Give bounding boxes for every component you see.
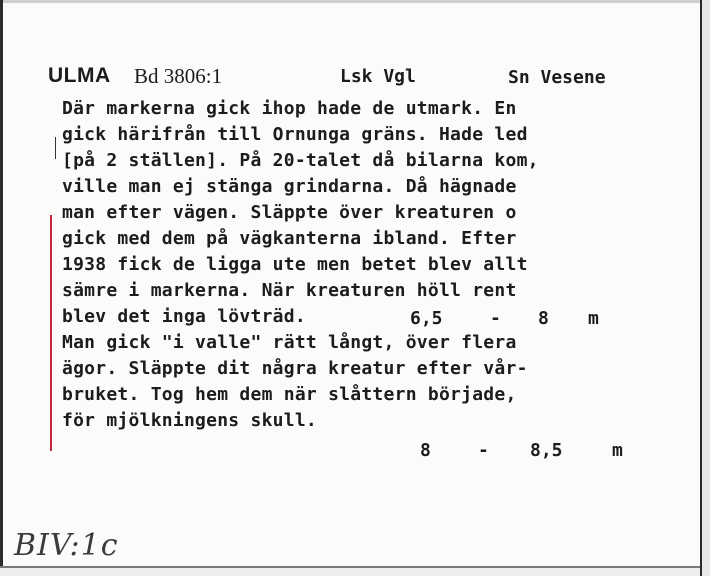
text-line-4: ville man ej stänga grindarna. Då hägnade — [62, 176, 517, 197]
text-line-13: för mjölkningens skull. — [62, 410, 317, 431]
margin-tick-mark — [55, 137, 56, 159]
socken-label: Sn Vesene — [508, 67, 606, 88]
text-line-7: 1938 fick de ligga ute men betet blev allt — [62, 254, 528, 275]
archive-name: ULMA — [48, 64, 111, 87]
text-line-1: Där markerna gick ihop hade de utmark. En — [62, 98, 517, 119]
card-bottom-edge — [0, 566, 700, 576]
measure-2-from: 8 — [420, 440, 431, 461]
measure-1-dash: - — [490, 308, 501, 329]
margin-red-line — [50, 215, 52, 451]
measure-1-to: 8 — [538, 308, 549, 329]
handwritten-shelf-mark: BIV:1c — [14, 528, 119, 563]
card-top-edge — [0, 0, 710, 3]
measure-2-dash: - — [478, 440, 489, 461]
text-line-2: gick härifrån till Ornunga gräns. Hade led — [62, 124, 528, 145]
measure-2-to: 8,5 — [530, 440, 563, 461]
measure-2-unit: m — [612, 440, 623, 461]
text-line-8: sämre i markerna. När kreaturen höll rent — [62, 280, 517, 301]
record-number: Bd 3806:1 — [134, 64, 223, 88]
landskap-label: Lsk Vgl — [340, 66, 416, 87]
text-line-10: Man gick "i valle" rätt långt, över flera — [62, 332, 517, 353]
measure-1-unit: m — [588, 308, 599, 329]
text-line-6: gick med dem på vägkanterna ibland. Efter — [62, 228, 517, 249]
text-line-3: [på 2 ställen]. På 20-talet då bilarna kom, — [62, 150, 539, 171]
text-line-12: bruket. Tog hem dem när slåttern började, — [62, 384, 517, 405]
card-right-edge — [700, 0, 710, 576]
text-line-11: ägor. Släppte dit några kreatur efter vår- — [62, 358, 528, 379]
text-line-9: blev det inga lövträd. — [62, 306, 306, 327]
card-left-edge — [0, 0, 3, 576]
text-line-5: man efter vägen. Släppte över kreaturen o — [62, 202, 517, 223]
measure-1-from: 6,5 — [410, 308, 443, 329]
